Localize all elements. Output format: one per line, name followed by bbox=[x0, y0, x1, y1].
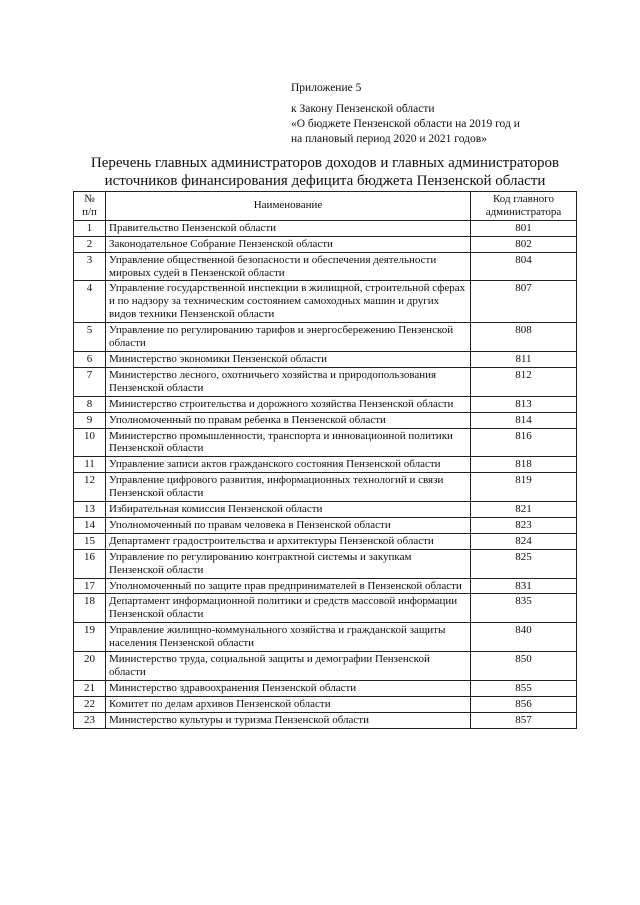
row-code: 804 bbox=[471, 252, 577, 281]
table-row bbox=[74, 428, 577, 457]
row-name: Министерство здравоохранения Пензенской области bbox=[106, 680, 471, 696]
table-row bbox=[74, 549, 577, 578]
row-code: 814 bbox=[471, 412, 577, 428]
row-number: 7 bbox=[74, 367, 106, 396]
row-code: 855 bbox=[471, 680, 577, 696]
row-number: 6 bbox=[74, 351, 106, 367]
annex-law-ref: к Закону Пензенской области bbox=[291, 103, 435, 115]
header-num bbox=[74, 192, 106, 221]
table-row bbox=[74, 517, 577, 533]
table-row bbox=[74, 578, 577, 594]
row-number: 4 bbox=[74, 281, 106, 323]
row-number: 15 bbox=[74, 533, 106, 549]
annex-number: Приложение 5 bbox=[291, 82, 362, 94]
row-name: Комитет по делам архивов Пензенской области bbox=[106, 696, 471, 712]
row-name: Управление по регулированию контрактной системы и закупкам Пензенской области bbox=[106, 549, 471, 578]
row-code: 818 bbox=[471, 457, 577, 473]
row-name: Министерство культуры и туризма Пензенской области bbox=[106, 712, 471, 728]
row-code: 801 bbox=[471, 220, 577, 236]
row-name: Департамент информационной политики и средств массовой информации Пензенской области bbox=[106, 594, 471, 623]
row-name: Министерство строительства и дорожного хозяйства Пензенской области bbox=[106, 396, 471, 412]
table-row bbox=[74, 367, 577, 396]
row-code: 819 bbox=[471, 473, 577, 502]
row-name: Департамент градостроительства и архитектуры Пензенской области bbox=[106, 533, 471, 549]
row-code: 850 bbox=[471, 652, 577, 681]
row-number: 18 bbox=[74, 594, 106, 623]
header-num-line-1: № bbox=[84, 193, 95, 205]
row-name: Министерство труда, социальной защиты и демографии Пензенской области bbox=[106, 652, 471, 681]
row-number: 2 bbox=[74, 236, 106, 252]
table-row bbox=[74, 351, 577, 367]
document-title bbox=[60, 154, 590, 190]
row-number: 16 bbox=[74, 549, 106, 578]
table-row bbox=[74, 396, 577, 412]
row-number: 1 bbox=[74, 220, 106, 236]
row-number: 11 bbox=[74, 457, 106, 473]
row-number: 19 bbox=[74, 623, 106, 652]
row-name: Управление государственной инспекции в жилищной, строительной сферах и по надзору за техническим состоянием самоходных машин и других видов техники Пензенской области bbox=[106, 281, 471, 323]
table-body bbox=[74, 220, 577, 728]
row-code: 813 bbox=[471, 396, 577, 412]
row-code: 816 bbox=[471, 428, 577, 457]
row-code: 823 bbox=[471, 517, 577, 533]
row-number: 17 bbox=[74, 578, 106, 594]
document-title-line-2: источников финансирования дефицита бюджета Пензенской области bbox=[104, 173, 546, 189]
row-name: Министерство промышленности, транспорта и инновационной политики Пензенской области bbox=[106, 428, 471, 457]
table-row bbox=[74, 533, 577, 549]
row-name: Избирательная комиссия Пензенской области bbox=[106, 502, 471, 518]
row-number: 12 bbox=[74, 473, 106, 502]
table-row bbox=[74, 594, 577, 623]
row-number: 14 bbox=[74, 517, 106, 533]
table-row bbox=[74, 623, 577, 652]
row-name: Уполномоченный по правам человека в Пензенской области bbox=[106, 517, 471, 533]
row-number: 23 bbox=[74, 712, 106, 728]
table-row bbox=[74, 680, 577, 696]
row-code: 807 bbox=[471, 281, 577, 323]
row-code: 812 bbox=[471, 367, 577, 396]
document-title-line-1: Перечень главных администраторов доходов и главных администраторов bbox=[90, 155, 560, 171]
row-name: Законодательное Собрание Пензенской области bbox=[106, 236, 471, 252]
row-number: 3 bbox=[74, 252, 106, 281]
row-code: 840 bbox=[471, 623, 577, 652]
row-number: 5 bbox=[74, 323, 106, 352]
row-name: Министерство лесного, охотничьего хозяйства и природопользования Пензенской области bbox=[106, 367, 471, 396]
table-row bbox=[74, 412, 577, 428]
table-row bbox=[74, 696, 577, 712]
row-name: Управление цифрового развития, информационных технологий и связи Пензенской области bbox=[106, 473, 471, 502]
table-row bbox=[74, 457, 577, 473]
row-name: Правительство Пензенской области bbox=[106, 220, 471, 236]
header-code bbox=[471, 192, 577, 221]
annex-block bbox=[291, 81, 520, 147]
row-code: 857 bbox=[471, 712, 577, 728]
table-row bbox=[74, 236, 577, 252]
row-code: 835 bbox=[471, 594, 577, 623]
table-row bbox=[74, 252, 577, 281]
row-number: 20 bbox=[74, 652, 106, 681]
row-code: 825 bbox=[471, 549, 577, 578]
table-row bbox=[74, 652, 577, 681]
row-name: Уполномоченный по защите прав предпринимателей в Пензенской области bbox=[106, 578, 471, 594]
row-code: 856 bbox=[471, 696, 577, 712]
row-name: Уполномоченный по правам ребенка в Пензенской области bbox=[106, 412, 471, 428]
table-row bbox=[74, 281, 577, 323]
row-number: 8 bbox=[74, 396, 106, 412]
header-name: Наименование bbox=[106, 192, 471, 221]
header-code-line-2: администратора bbox=[485, 205, 562, 218]
table-row bbox=[74, 712, 577, 728]
table-header-row bbox=[74, 192, 577, 221]
row-number: 22 bbox=[74, 696, 106, 712]
row-code: 831 bbox=[471, 578, 577, 594]
row-number: 13 bbox=[74, 502, 106, 518]
row-code: 824 bbox=[471, 533, 577, 549]
row-code: 808 bbox=[471, 323, 577, 352]
row-name: Управление по регулированию тарифов и энергосбережению Пензенской области bbox=[106, 323, 471, 352]
annex-law-title-2: на плановый период 2020 и 2021 годов» bbox=[291, 133, 487, 145]
row-number: 10 bbox=[74, 428, 106, 457]
row-code: 811 bbox=[471, 351, 577, 367]
table-row bbox=[74, 502, 577, 518]
table-row bbox=[74, 473, 577, 502]
header-num-line-2: п/п bbox=[82, 205, 97, 218]
row-code: 802 bbox=[471, 236, 577, 252]
table-row bbox=[74, 220, 577, 236]
header-code-line-1: Код главного bbox=[493, 193, 554, 205]
row-name: Управление записи актов гражданского состояния Пензенской области bbox=[106, 457, 471, 473]
row-code: 821 bbox=[471, 502, 577, 518]
row-name: Министерство экономики Пензенской области bbox=[106, 351, 471, 367]
administrators-table bbox=[73, 191, 577, 729]
row-number: 21 bbox=[74, 680, 106, 696]
row-name: Управление общественной безопасности и обеспечения деятельности мировых судей в Пензенской области bbox=[106, 252, 471, 281]
row-number: 9 bbox=[74, 412, 106, 428]
annex-law-title-1: «О бюджете Пензенской области на 2019 год и bbox=[291, 118, 520, 130]
row-name: Управление жилищно-коммунального хозяйства и гражданской защиты населения Пензенской области bbox=[106, 623, 471, 652]
table-row bbox=[74, 323, 577, 352]
